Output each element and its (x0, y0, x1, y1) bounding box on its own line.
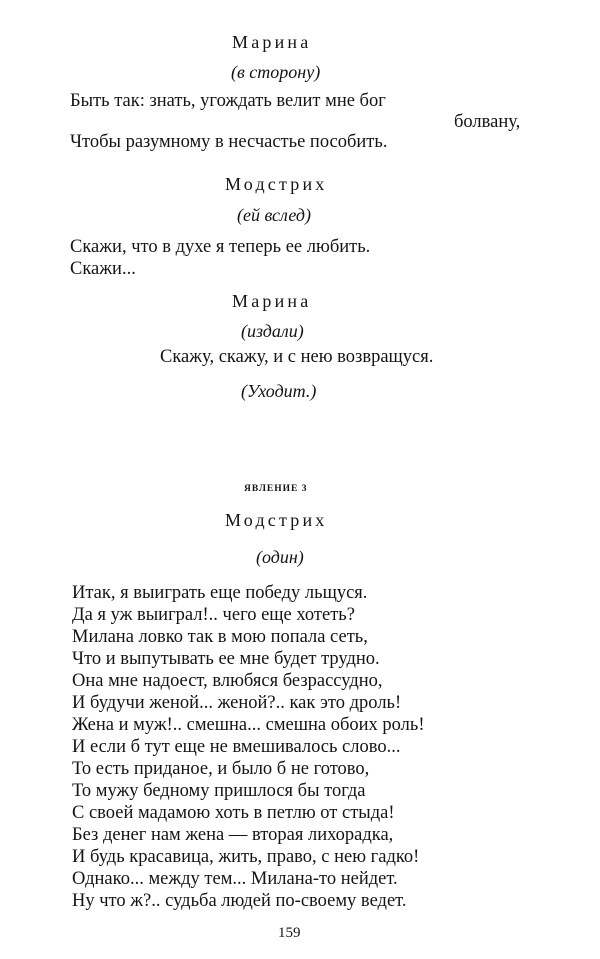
verse-line: Скажи, что в духе я теперь ее любить. (70, 237, 371, 257)
verse-line: Чтобы разумному в несчастье пособить. (70, 132, 388, 152)
stage-direction: (издали) (241, 321, 304, 341)
verse-line: С своей мадамою хоть в петлю от стыда! (72, 803, 395, 823)
verse-line: Да я уж выиграл!.. чего еще хотеть? (72, 605, 355, 625)
verse-line: Она мне надоест, влюбяся безрассудно, (72, 671, 383, 691)
verse-line: Скажу, скажу, и с нею возвращуся. (160, 347, 434, 367)
scene-title: ЯВЛЕНИЕ 3 (244, 484, 308, 494)
speaker-name-marina: Марина (232, 32, 312, 52)
verse-line: Итак, я выиграть еще победу льщуся. (72, 583, 368, 603)
verse-line: То есть приданое, и было б не готово, (72, 759, 370, 779)
verse-line: Без денег нам жена — вторая лихорадка, (72, 825, 394, 845)
verse-line: Что и выпутывать ее мне будет трудно. (72, 649, 380, 669)
verse-line: И будь красавица, жить, право, с нею гадко! (72, 847, 420, 867)
speaker-name-modstrikh: Модстрих (225, 510, 328, 530)
verse-line: Милана ловко так в мою попала сеть, (72, 627, 368, 647)
speaker-name-modstrikh: Модстрих (225, 174, 328, 194)
page-number: 159 (278, 925, 301, 941)
verse-line: Жена и муж!.. смешна... смешна обоих роль! (72, 715, 425, 735)
verse-line: Быть так: знать, угождать велит мне бог (70, 91, 386, 111)
stage-direction-exit: (Уходит.) (241, 381, 317, 401)
verse-line: Однако... между тем... Милана-то нейдет. (72, 869, 398, 889)
verse-line-continuation: болвану, (454, 112, 521, 132)
verse-line: То мужу бедному пришлося бы тогда (72, 781, 366, 801)
stage-direction: (ей вслед) (237, 205, 311, 225)
verse-line: И будучи женой... женой?.. как это дроль! (72, 693, 402, 713)
stage-direction: (один) (256, 547, 304, 567)
verse-line: Ну что ж?.. судьба людей по-своему ведет. (72, 891, 407, 911)
speaker-name-marina: Марина (232, 291, 312, 311)
stage-direction: (в сторону) (231, 62, 321, 82)
verse-line: Скажи... (70, 259, 136, 279)
verse-line: И если б тут еще не вмешивалось слово... (72, 737, 401, 757)
